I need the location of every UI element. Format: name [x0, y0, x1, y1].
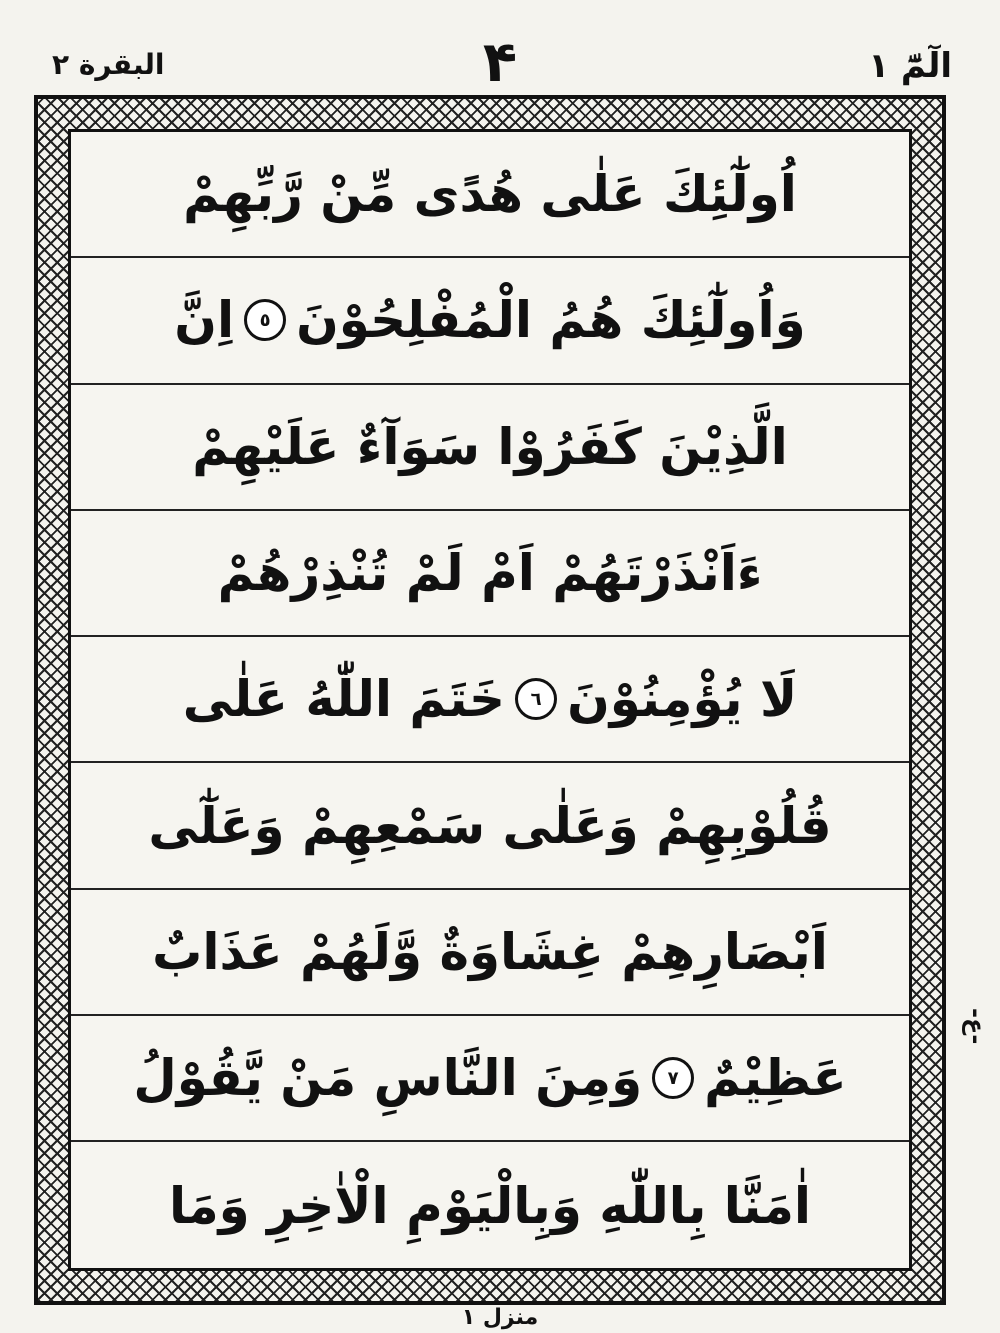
line-text: وَاُولٰٓئِكَ هُمُ الْمُفْلِحُوْنَ	[296, 291, 806, 350]
text-line-6	[71, 763, 909, 889]
text-line-2	[71, 258, 909, 384]
line-text: خَتَمَ اللّٰهُ عَلٰى	[182, 670, 506, 729]
ayah-marker: ٧	[652, 1057, 694, 1099]
line-text: ءَاَنْذَرْتَهُمْ اَمْ لَمْ تُنْذِرْهُمْ	[217, 544, 763, 603]
line-text: اَبْصَارِهِمْ غِشَاوَةٌ وَّلَهُمْ عَذَابٌ	[152, 922, 828, 981]
line-text: اِنَّ	[174, 291, 235, 350]
ayah-marker: ٥	[244, 299, 286, 341]
text-line-4	[71, 511, 909, 637]
ayah-marker: ٦	[515, 678, 557, 720]
line-text: قُلُوْبِهِمْ وَعَلٰى سَمْعِهِمْ وَعَلٰٓى	[148, 796, 832, 855]
text-line-7	[71, 890, 909, 1016]
line-text: لَا يُؤْمِنُوْنَ	[567, 670, 798, 729]
text-line-1	[71, 132, 909, 258]
page-number: ۴	[482, 30, 518, 95]
text-area	[68, 129, 912, 1271]
line-text: الَّذِيْنَ كَفَرُوْا سَوَآءٌ عَلَيْهِمْ	[192, 417, 788, 476]
line-text: عَظِيْمٌ	[704, 1049, 847, 1108]
manzil-footer: منزل ١	[461, 1305, 539, 1330]
line-text: اُولٰٓئِكَ عَلٰى هُدًى مِّنْ رَّبِّهِمْ	[183, 165, 797, 224]
text-line-8	[71, 1016, 909, 1142]
page-header	[40, 28, 960, 98]
line-text: اٰمَنَّا بِاللّٰهِ وَبِالْيَوْمِ الْاٰخِرِ وَمَا	[168, 1176, 812, 1235]
line-text: وَمِنَ النَّاسِ مَنْ يَّقُوْلُ	[133, 1049, 643, 1108]
ruku-margin-mark: -ع-	[962, 1008, 990, 1045]
ornamental-border	[34, 95, 946, 1305]
surah-name: البقرة ٢	[52, 48, 165, 81]
juz-name: الٓمّٓ ١	[868, 46, 952, 86]
text-line-5	[71, 637, 909, 763]
text-line-3	[71, 385, 909, 511]
text-line-9	[71, 1142, 909, 1268]
